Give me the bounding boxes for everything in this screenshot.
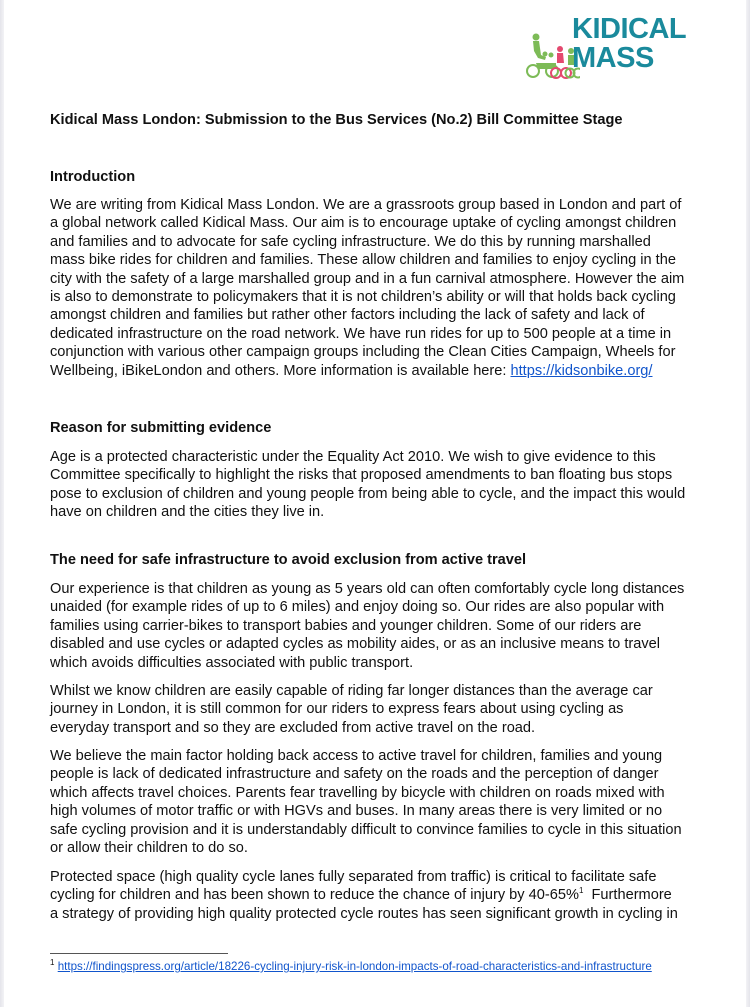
- text-line: is also to demonstrate to policymakers that it is not children’s ability or will that holds back cycling: [50, 289, 676, 306]
- text-line: which affects travel choices. Parents fear travelling by bicycle with children on roads mixed with: [50, 784, 665, 801]
- text-line: have on children and the cities they live in.: [50, 504, 325, 521]
- text-line: families using carrier-bikes to transport babies and younger children. Some of our riders are: [50, 617, 642, 634]
- text-line-with-footnote: [50, 886, 705, 904]
- footnote-separator: [50, 953, 228, 954]
- paragraph-main-factor: [50, 747, 705, 857]
- text-line: pose to exclusion of children and young people from being able to cycle, and the impact this would: [50, 485, 686, 502]
- section-heading-safe-infrastructure: The need for safe infrastructure to avoid exclusion from active travel: [50, 552, 527, 568]
- logo-wordmark: [572, 15, 686, 73]
- text-line: dedicated infrastructure on the road network. We have run rides for up to 500 people at a time in: [50, 325, 672, 342]
- text-line: or allow their children to do so.: [50, 840, 248, 857]
- text-line-with-link: [50, 362, 705, 380]
- text-line: conjunction with various other campaign groups including the Clean Cities Campaign, Wheels for: [50, 344, 676, 361]
- text-line: unaided (for example rides of up to 6 miles) and enjoy doing so. Our rides are also popular with: [50, 599, 665, 616]
- text-line: disabled and use cycles or adapted cycles as mobility aides, or as an inclusive means to travel: [50, 636, 661, 653]
- text-line: Our experience is that children as young as 5 years old can often comfortably cycle long distances: [50, 581, 685, 597]
- kidical-mass-logo: [526, 15, 702, 83]
- footnote: [50, 960, 652, 973]
- text-line: a strategy of providing high quality protected cycle routes has seen significant growth in cycling in: [50, 905, 678, 922]
- paragraph-protected-space: [50, 868, 705, 923]
- text-line: Whilst we know children are easily capable of riding far longer distances than the average car: [50, 683, 653, 699]
- text-line: We believe the main factor holding back access to active travel for children, families and young: [50, 748, 663, 764]
- text-segment: Furthermore: [583, 887, 672, 904]
- logo-line-2: MASS: [572, 42, 654, 74]
- text-line: We are writing from Kidical Mass London. We are a grassroots group based in London and part of: [50, 197, 682, 213]
- text-line: and families and to advocate for safe cycling infrastructure. We do this by running marshalled: [50, 233, 651, 250]
- footnote-number: 1: [50, 958, 55, 968]
- text-line: amongst children and families but rather other factors including the lack of safety and lack of: [50, 307, 645, 324]
- logo-line-1: KIDICAL: [572, 13, 687, 45]
- text-segment: cycling for children and has been shown to reduce the chance of injury by 40-65%: [50, 887, 579, 904]
- section-heading-reason: Reason for submitting evidence: [50, 420, 272, 436]
- paragraph-fears: [50, 682, 705, 737]
- text-segment: Wellbeing, iBikeLondon and others. More information is available here:: [50, 362, 511, 379]
- paragraph-reason: [50, 448, 705, 522]
- text-line: Protected space (high quality cycle lanes fully separated from traffic) is critical to facilitate safe: [50, 869, 657, 885]
- footnote-link[interactable]: https://findingspress.org/article/18226-cycling-injury-risk-in-london-impacts-of-road-characteristics-and-infrastructure: [57, 960, 652, 973]
- text-line: everyday transport and so they are excluded from active travel on the road.: [50, 719, 536, 736]
- page-edge-right: [746, 0, 750, 1007]
- paragraph-introduction: [50, 196, 705, 380]
- kidsonbike-link[interactable]: https://kidsonbike.org/: [510, 362, 653, 379]
- page-edge-left: [0, 0, 4, 1007]
- text-line: city with the safety of a large marshalled group and in a fun carnival atmosphere. However the aim: [50, 270, 685, 287]
- section-heading-introduction: Introduction: [50, 169, 136, 185]
- text-line: safe cycling provision and it is understandably difficult to convince families to cycle in this situation: [50, 821, 682, 838]
- text-line: high volumes of motor traffic or with HGVs and buses. In many areas there is very limited or no: [50, 803, 663, 820]
- text-line: Age is a protected characteristic under the Equality Act 2010. We wish to give evidence to this: [50, 449, 656, 465]
- text-line: a global network called Kidical Mass. Our aim is to encourage uptake of cycling amongst children: [50, 215, 677, 232]
- text-line: Committee specifically to highlight the risks that proposed amendments to ban floating bus stops: [50, 467, 673, 484]
- text-line: mass bike rides for children and families. These allow children and families to enjoy cycling in the: [50, 252, 676, 269]
- text-line: journey in London, it is still common for our riders to express fears about using cycling as: [50, 701, 624, 718]
- text-line: people is lack of dedicated infrastructure and safety on the roads and the perception of danger: [50, 766, 659, 783]
- text-line: which avoids difficulties associated with public transport.: [50, 654, 414, 671]
- footnote-reference[interactable]: 1: [578, 886, 584, 896]
- paragraph-experience: [50, 580, 705, 672]
- document-title: Kidical Mass London: Submission to the Bus Services (No.2) Bill Committee Stage: [50, 112, 623, 128]
